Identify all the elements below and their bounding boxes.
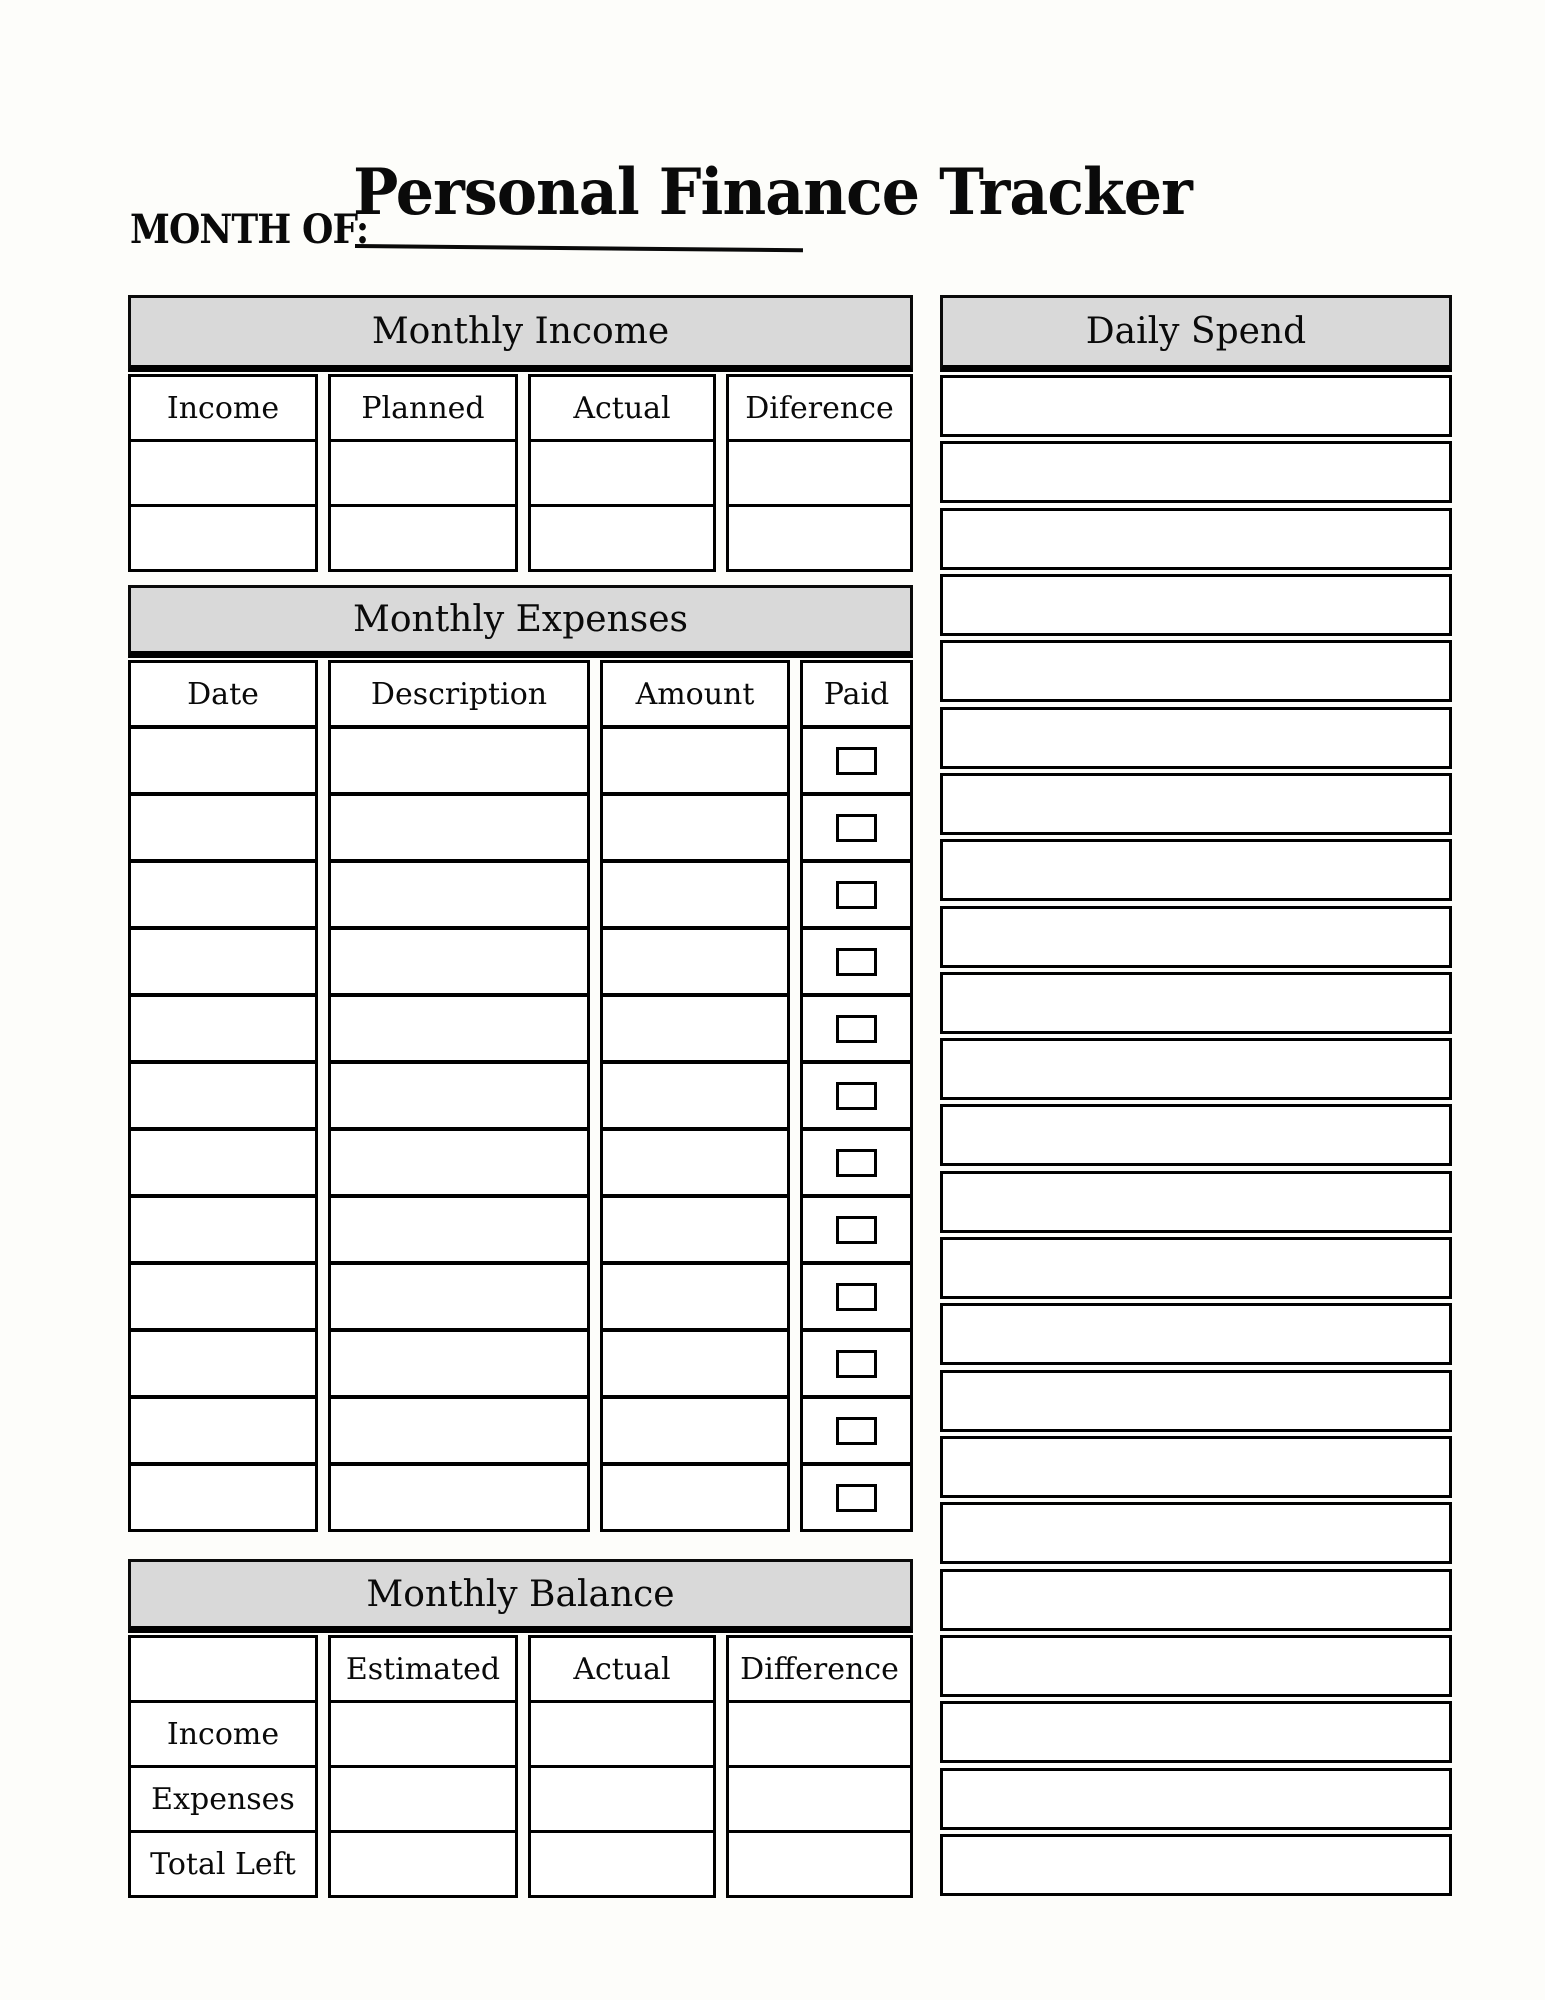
paid-checkbox[interactable] (836, 1484, 877, 1512)
income-cell[interactable] (331, 504, 515, 569)
daily-spend-row[interactable] (940, 972, 1452, 1034)
paid-checkbox[interactable] (836, 1216, 877, 1244)
expenses-cell[interactable] (331, 1395, 587, 1462)
monthly-expenses-header-bar (128, 585, 913, 658)
daily-spend-row[interactable] (940, 441, 1452, 503)
daily-spend-row[interactable] (940, 773, 1452, 835)
balance-cell[interactable] (729, 1830, 910, 1895)
income-column (726, 374, 913, 572)
balance-row-label: Total Left (131, 1830, 315, 1895)
expenses-cell[interactable] (331, 1127, 587, 1194)
income-cell[interactable] (131, 439, 315, 504)
expenses-cell[interactable] (331, 792, 587, 859)
expenses-cell-paid (803, 1462, 910, 1529)
income-cell[interactable] (729, 439, 910, 504)
paid-checkbox[interactable] (836, 948, 877, 976)
paid-checkbox[interactable] (836, 814, 877, 842)
expenses-cell[interactable] (331, 1261, 587, 1328)
income-cell[interactable] (131, 504, 315, 569)
page-title: Personal Finance Tracker (353, 154, 1192, 230)
month-of-input-line[interactable] (355, 244, 803, 252)
balance-cell[interactable] (729, 1700, 910, 1765)
expenses-cell[interactable] (131, 1395, 315, 1462)
balance-cell[interactable] (331, 1765, 515, 1830)
income-cell[interactable] (531, 504, 713, 569)
daily-spend-table (940, 375, 1452, 1896)
income-column-header: Diference (745, 390, 894, 426)
expenses-cell[interactable] (603, 725, 787, 792)
income-column (528, 374, 716, 572)
expenses-cell[interactable] (603, 1194, 787, 1261)
expenses-cell-paid (803, 1261, 910, 1328)
expenses-cell-paid (803, 993, 910, 1060)
income-cell[interactable] (331, 439, 515, 504)
balance-cell[interactable] (531, 1765, 713, 1830)
income-column (328, 374, 518, 572)
daily-spend-row[interactable] (940, 1635, 1452, 1697)
expenses-cell[interactable] (603, 1328, 787, 1395)
expenses-cell[interactable] (331, 1060, 587, 1127)
daily-spend-row[interactable] (940, 508, 1452, 570)
monthly-income-table (128, 374, 913, 572)
expenses-cell-paid (803, 1127, 910, 1194)
daily-spend-row[interactable] (940, 707, 1452, 769)
expenses-cell[interactable] (603, 926, 787, 993)
expenses-cell[interactable] (131, 725, 315, 792)
expenses-cell[interactable] (131, 926, 315, 993)
income-cell[interactable] (729, 504, 910, 569)
income-column-header: Income (166, 390, 280, 426)
expenses-cell[interactable] (331, 725, 587, 792)
daily-spend-row[interactable] (940, 1569, 1452, 1631)
daily-spend-row[interactable] (940, 640, 1452, 702)
balance-column-header: Actual (573, 1651, 671, 1687)
expenses-column (600, 660, 790, 1532)
expenses-cell[interactable] (331, 859, 587, 926)
daily-spend-row[interactable] (940, 1303, 1452, 1365)
daily-spend-header-bar (940, 295, 1452, 372)
monthly-balance-table (128, 1635, 913, 1898)
expenses-column-header: Paid (823, 676, 890, 712)
balance-row-label: Expenses (131, 1765, 315, 1830)
expenses-column-header: Date (187, 676, 259, 712)
expenses-column-header: Amount (635, 676, 755, 712)
expenses-cell[interactable] (131, 792, 315, 859)
expenses-cell[interactable] (603, 993, 787, 1060)
daily-spend-row[interactable] (940, 574, 1452, 636)
income-cell[interactable] (531, 439, 713, 504)
expenses-cell-paid (803, 859, 910, 926)
balance-cell[interactable] (331, 1830, 515, 1895)
income-column (128, 374, 318, 572)
daily-spend-row[interactable] (940, 375, 1452, 437)
balance-column (528, 1635, 716, 1898)
monthly-expenses-title: Monthly Expenses (352, 599, 689, 640)
daily-spend-row[interactable] (940, 1171, 1452, 1233)
paid-checkbox[interactable] (836, 1082, 877, 1110)
income-column-header: Planned (361, 390, 485, 426)
balance-column (726, 1635, 913, 1898)
paid-checkbox[interactable] (836, 1283, 877, 1311)
expenses-cell[interactable] (131, 1261, 315, 1328)
paid-checkbox[interactable] (836, 1417, 877, 1445)
expenses-cell[interactable] (331, 1462, 587, 1529)
expenses-cell[interactable] (131, 1060, 315, 1127)
expenses-cell[interactable] (131, 1328, 315, 1395)
daily-spend-row[interactable] (940, 1237, 1452, 1299)
balance-column (128, 1635, 318, 1898)
daily-spend-title: Daily Spend (1085, 311, 1307, 352)
expenses-cell[interactable] (603, 1127, 787, 1194)
expenses-cell[interactable] (331, 1194, 587, 1261)
expenses-cell[interactable] (331, 1328, 587, 1395)
expenses-cell[interactable] (603, 1060, 787, 1127)
monthly-balance-header-bar (128, 1559, 913, 1633)
paid-checkbox[interactable] (836, 881, 877, 909)
balance-cell[interactable] (331, 1700, 515, 1765)
expenses-cell[interactable] (603, 859, 787, 926)
paid-checkbox[interactable] (836, 747, 877, 775)
expenses-cell-paid (803, 1194, 910, 1261)
balance-cell[interactable] (531, 1700, 713, 1765)
expenses-cell-paid (803, 792, 910, 859)
balance-column-header: Difference (740, 1651, 899, 1687)
expenses-column (128, 660, 318, 1532)
expenses-column-header: Description (370, 676, 548, 712)
expenses-cell[interactable] (603, 1462, 787, 1529)
expenses-cell-paid (803, 926, 910, 993)
expenses-cell[interactable] (603, 1395, 787, 1462)
expenses-cell[interactable] (603, 1261, 787, 1328)
balance-cell[interactable] (531, 1830, 713, 1895)
balance-column-header (131, 1638, 315, 1700)
income-column-header: Actual (573, 390, 671, 426)
monthly-income-title: Monthly Income (371, 311, 670, 352)
expenses-cell-paid (803, 1328, 910, 1395)
daily-spend-row[interactable] (940, 1701, 1452, 1763)
daily-spend-row[interactable] (940, 1768, 1452, 1830)
monthly-income-header-bar (128, 295, 913, 372)
month-of-label: MONTH OF: (130, 206, 369, 253)
paid-checkbox[interactable] (836, 1149, 877, 1177)
monthly-expenses-table (128, 660, 913, 1532)
daily-spend-row[interactable] (940, 1834, 1452, 1896)
daily-spend-row[interactable] (940, 839, 1452, 901)
balance-column-header: Estimated (345, 1651, 501, 1687)
expenses-cell[interactable] (131, 993, 315, 1060)
expenses-cell[interactable] (331, 926, 587, 993)
balance-column (328, 1635, 518, 1898)
expenses-cell[interactable] (131, 859, 315, 926)
expenses-column (328, 660, 590, 1532)
expenses-cell[interactable] (131, 1194, 315, 1261)
paid-checkbox[interactable] (836, 1015, 877, 1043)
expenses-column (800, 660, 913, 1532)
expenses-cell-paid (803, 725, 910, 792)
daily-spend-row[interactable] (940, 1370, 1452, 1432)
balance-row-label: Income (131, 1700, 315, 1765)
expenses-cell-paid (803, 1060, 910, 1127)
balance-cell[interactable] (729, 1765, 910, 1830)
expenses-cell[interactable] (131, 1127, 315, 1194)
daily-spend-row[interactable] (940, 1436, 1452, 1498)
paid-checkbox[interactable] (836, 1350, 877, 1378)
expenses-cell[interactable] (131, 1462, 315, 1529)
daily-spend-row[interactable] (940, 906, 1452, 968)
expenses-cell[interactable] (603, 792, 787, 859)
expenses-cell[interactable] (331, 993, 587, 1060)
daily-spend-row[interactable] (940, 1104, 1452, 1166)
daily-spend-row[interactable] (940, 1502, 1452, 1564)
monthly-balance-title: Monthly Balance (366, 1573, 675, 1615)
daily-spend-row[interactable] (940, 1038, 1452, 1100)
expenses-cell-paid (803, 1395, 910, 1462)
